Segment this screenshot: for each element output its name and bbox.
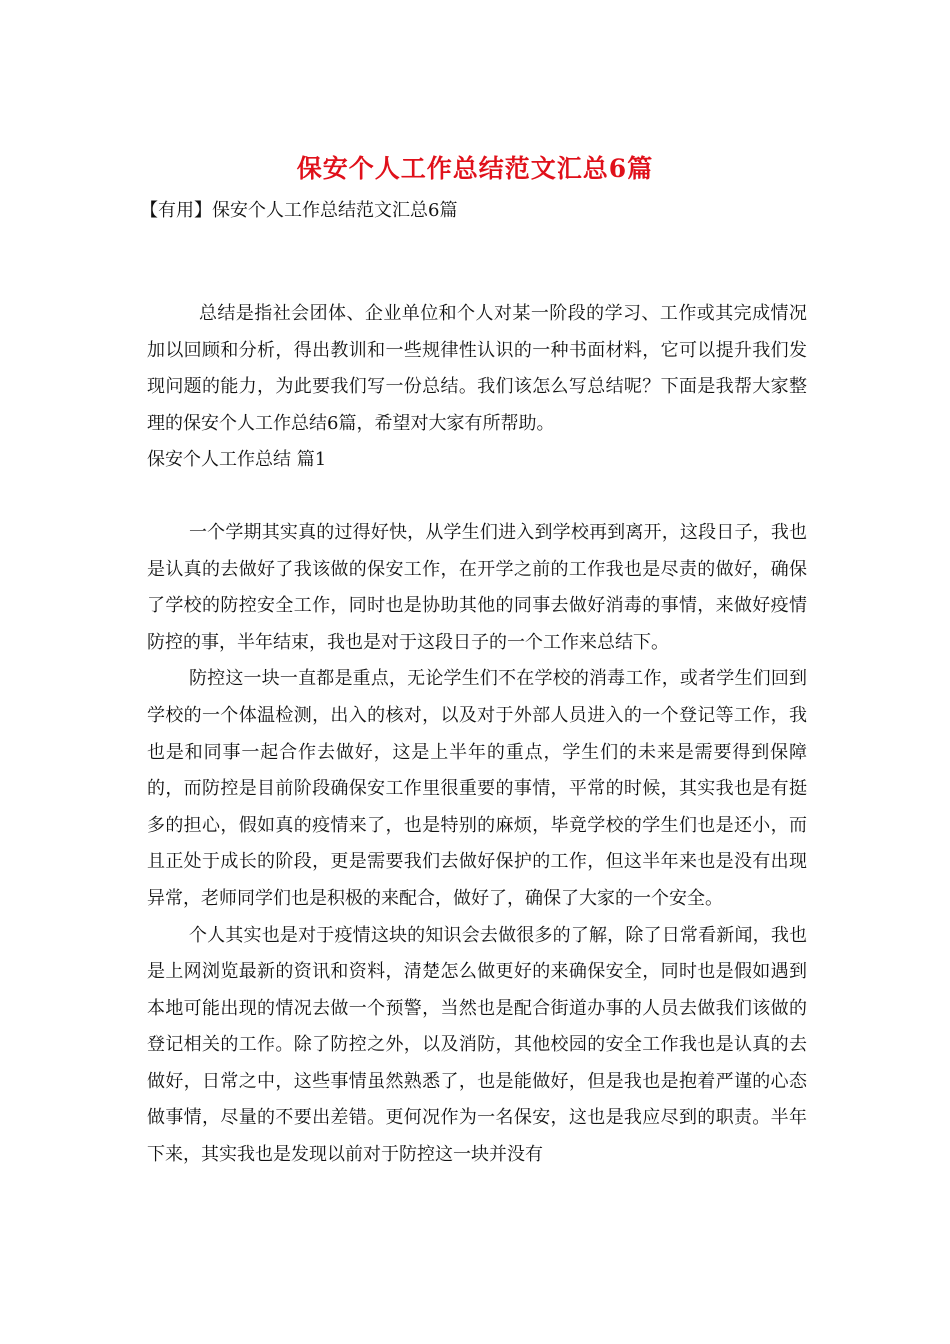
document-body (147, 296, 807, 1174)
body-paragraph-3: 个人其实也是对于疫情这块的知识会去做很多的了解，除了日常看新闻，我也是上网浏览最新的资讯和资料，清楚怎么做更好的来确保安全，同时也是假如遇到本地可能出现的情况去做一个预警，当然也是配合街道办事的人员去做我们该做的登记相关的工作。除了防控之外，以及消防，其他校园的安全工作我也是认真的去做好，日常之中，这些事情虽然熟悉了，也是能做好，但是我也是抱着严谨的心态做事情，尽量的不要出差错。更何况作为一名保安，这也是我应尽到的职责。半年下来，其实我也是发现以前对于防控这一块并没有 (147, 924, 807, 1166)
document-title: 保安个人工作总结范文汇总6篇 (296, 154, 654, 183)
section-heading: 保安个人工作总结 篇1 (147, 449, 327, 471)
document-subtitle: 【有用】保安个人工作总结范文汇总6篇 (140, 200, 458, 221)
body-paragraph-2: 防控这一块一直都是重点，无论学生们不在学校的消毒工作，或者学生们回到学校的一个体温检测，出入的核对，以及对于外部人员进入的一个登记等工作，我也是和同事一起合作去做好，这是上半年的重点，学生们的未来是需要得到保障的，而防控是目前阶段确保安工作里很重要的事情，平常的时候，其实我也是有挺多的担心，假如真的疫情来了，也是特别的麻烦，毕竟学校的学生们也是还小，而且正处于成长的阶段，更是需要我们去做好保护的工作，但这半年来也是没有出现异常，老师同学们也是积极的来配合，做好了，确保了大家的一个安全。 (147, 668, 807, 909)
body-paragraph-1: 一个学期其实真的过得好快，从学生们进入到学校再到离开，这段日子，我也是认真的去做好了我该做的保安工作，在开学之前的工作我也是尽责的做好，确保了学校的防控安全工作，同时也是协助其他的同事去做好消毒的事情，来做好疫情防控的事，半年结束，我也是对于这段日子的一个工作来总结下。 (147, 521, 807, 653)
intro-paragraph: 总结是指社会团体、企业单位和个人对某一阶段的学习、工作或其完成情况加以回顾和分析，得出教训和一些规律性认识的一种书面材料，它可以提升我们发现问题的能力，为此要我们写一份总结。我们该怎么写总结呢？下面是我帮大家整理的保安个人工作总结6篇，希望对大家有所帮助。 (147, 303, 807, 434)
